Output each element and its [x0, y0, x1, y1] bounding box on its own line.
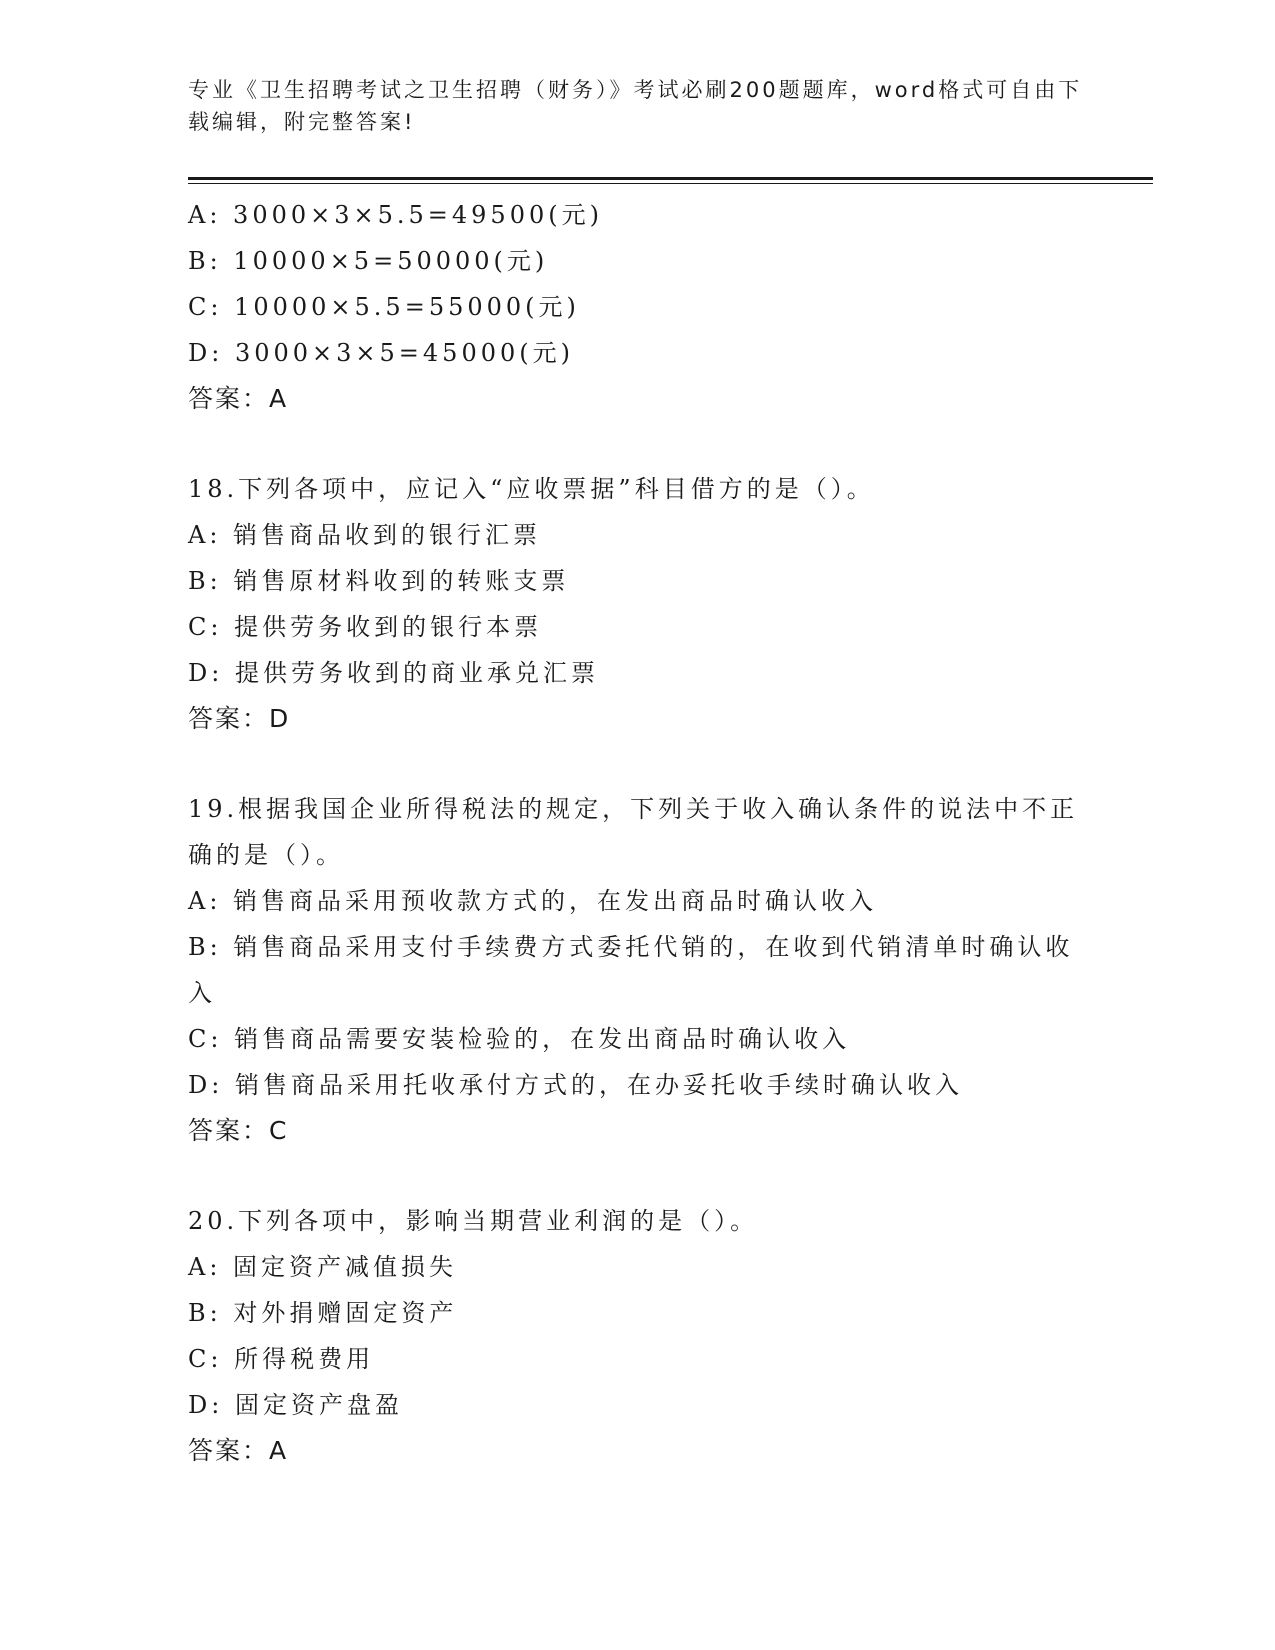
option-d: D: 提供劳务收到的商业承兑汇票	[188, 659, 599, 687]
option-b: B: 10000×5=50000(元)	[188, 247, 549, 275]
option-b: B: 对外捐赠固定资产	[188, 1299, 458, 1327]
answer: 答案：C	[188, 1116, 289, 1145]
answer: 答案：A	[188, 1436, 289, 1465]
header-divider-thin	[188, 183, 1153, 184]
option-b: B: 销售原材料收到的转账支票	[188, 567, 570, 595]
option-a: A: 固定资产减值损失	[188, 1253, 458, 1281]
option-a: A: 销售商品采用预收款方式的，在发出商品时确认收入	[188, 887, 878, 915]
question-stem: 20.下列各项中，影响当期营业利润的是（）。	[188, 1207, 759, 1235]
option-a: A: 3000×3×5.5=49500(元)	[188, 201, 603, 229]
option-d: D: 销售商品采用托收承付方式的，在办妥托收手续时确认收入	[188, 1071, 963, 1099]
question-19	[188, 786, 1088, 1154]
answer: 答案：D	[188, 704, 291, 733]
option-b: B: 销售商品采用支付手续费方式委托代销的，在收到代销清单时确认收入	[188, 933, 1074, 1007]
option-c: C: 提供劳务收到的银行本票	[188, 613, 543, 641]
header-divider-thick	[188, 177, 1153, 180]
option-c: C: 所得税费用	[188, 1345, 375, 1373]
option-d: D: 固定资产盘盈	[188, 1391, 403, 1419]
question-stem: 19.根据我国企业所得税法的规定，下列关于收入确认条件的说法中不正确的是（）。	[188, 795, 1079, 869]
document-header: 专业《卫生招聘考试之卫生招聘（财务）》考试必刷200题题库，word格式可自由下载编辑，附完整答案!	[188, 78, 1083, 134]
question-20	[188, 1198, 1088, 1474]
question-list	[188, 192, 1088, 1474]
option-d: D: 3000×3×5=45000(元)	[188, 339, 574, 367]
question-17	[188, 192, 1088, 422]
option-c: C: 销售商品需要安装检验的，在发出商品时确认收入	[188, 1025, 851, 1053]
question-18	[188, 466, 1088, 742]
question-stem: 18.下列各项中，应记入“应收票据”科目借方的是（）。	[188, 475, 875, 503]
answer: 答案：A	[188, 384, 289, 413]
option-a: A: 销售商品收到的银行汇票	[188, 521, 542, 549]
option-c: C: 10000×5.5=55000(元)	[188, 293, 580, 321]
